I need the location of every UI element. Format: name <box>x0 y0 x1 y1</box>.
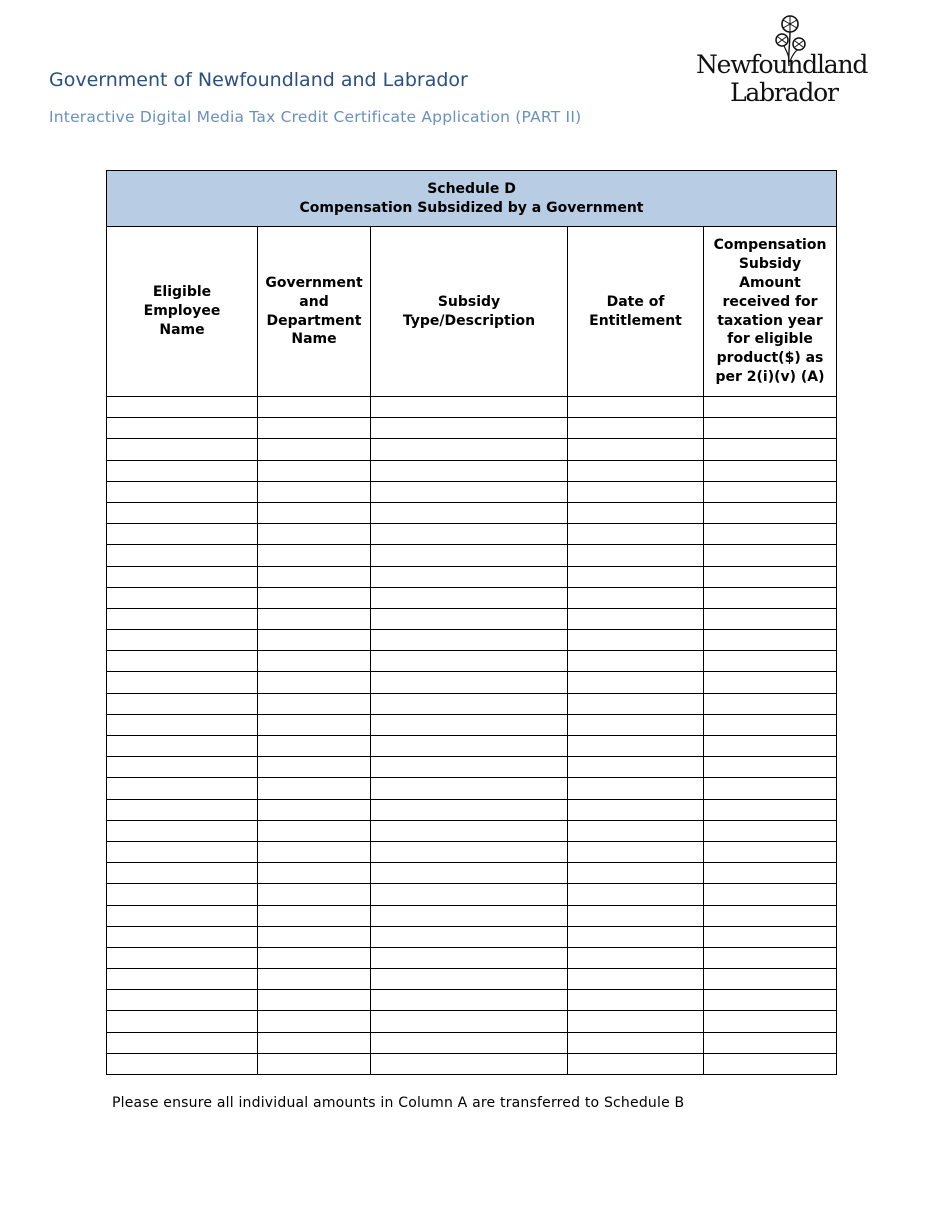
cell-subsidy-type[interactable] <box>371 651 568 672</box>
table-row <box>107 481 837 502</box>
logo-text-newfoundland: Newfoundland <box>696 50 868 79</box>
cell-government-department[interactable] <box>258 693 371 714</box>
cell-subsidy-type[interactable] <box>371 608 568 629</box>
table-row <box>107 460 837 481</box>
cell-date-of-entitlement[interactable] <box>568 757 704 778</box>
cell-employee-name[interactable] <box>107 545 258 566</box>
cell-compensation-amount[interactable] <box>704 863 837 884</box>
cell-compensation-amount[interactable] <box>704 460 837 481</box>
cell-compensation-amount[interactable] <box>704 1032 837 1053</box>
cell-employee-name[interactable] <box>107 969 258 990</box>
cell-subsidy-type[interactable] <box>371 460 568 481</box>
cell-date-of-entitlement[interactable] <box>568 884 704 905</box>
cell-subsidy-type[interactable] <box>371 1011 568 1032</box>
cell-government-department[interactable] <box>258 502 371 523</box>
cell-government-department[interactable] <box>258 1011 371 1032</box>
cell-date-of-entitlement[interactable] <box>568 630 704 651</box>
cell-compensation-amount[interactable] <box>704 799 837 820</box>
cell-government-department[interactable] <box>258 439 371 460</box>
cell-subsidy-type[interactable] <box>371 757 568 778</box>
cell-date-of-entitlement[interactable] <box>568 841 704 862</box>
cell-subsidy-type[interactable] <box>371 672 568 693</box>
cell-compensation-amount[interactable] <box>704 608 837 629</box>
cell-government-department[interactable] <box>258 905 371 926</box>
cell-subsidy-type[interactable] <box>371 502 568 523</box>
col-header-subsidy-type: Subsidy Type/Description <box>371 227 568 397</box>
cell-employee-name[interactable] <box>107 608 258 629</box>
cell-compensation-amount[interactable] <box>704 651 837 672</box>
cell-date-of-entitlement[interactable] <box>568 460 704 481</box>
cell-compensation-amount[interactable] <box>704 757 837 778</box>
cell-date-of-entitlement[interactable] <box>568 926 704 947</box>
cell-employee-name[interactable] <box>107 905 258 926</box>
table-row <box>107 799 837 820</box>
cell-compensation-amount[interactable] <box>704 736 837 757</box>
cell-subsidy-type[interactable] <box>371 863 568 884</box>
cell-subsidy-type[interactable] <box>371 926 568 947</box>
table-row <box>107 524 837 545</box>
cell-government-department[interactable] <box>258 545 371 566</box>
table-row <box>107 672 837 693</box>
cell-subsidy-type[interactable] <box>371 799 568 820</box>
table-row <box>107 757 837 778</box>
transfer-note: Please ensure all individual amounts in Column A are transferred to Schedule B <box>112 1095 685 1111</box>
cell-government-department[interactable] <box>258 820 371 841</box>
cell-government-department[interactable] <box>258 884 371 905</box>
cell-government-department[interactable] <box>258 524 371 545</box>
cell-date-of-entitlement[interactable] <box>568 990 704 1011</box>
cell-subsidy-type[interactable] <box>371 524 568 545</box>
cell-government-department[interactable] <box>258 863 371 884</box>
cell-subsidy-type[interactable] <box>371 736 568 757</box>
col-header-compensation-amount: Compensation Subsidy Amount received for taxation year for eligible product($) as per 2(i)(v) (A) <box>704 227 837 397</box>
cell-employee-name[interactable] <box>107 799 258 820</box>
cell-government-department[interactable] <box>258 1053 371 1074</box>
schedule-d-table <box>106 170 837 1075</box>
cell-employee-name[interactable] <box>107 566 258 587</box>
cell-compensation-amount[interactable] <box>704 905 837 926</box>
cell-government-department[interactable] <box>258 418 371 439</box>
cell-government-department[interactable] <box>258 778 371 799</box>
cell-date-of-entitlement[interactable] <box>568 1053 704 1074</box>
cell-compensation-amount[interactable] <box>704 439 837 460</box>
cell-date-of-entitlement[interactable] <box>568 566 704 587</box>
cell-employee-name[interactable] <box>107 651 258 672</box>
cell-government-department[interactable] <box>258 926 371 947</box>
cell-employee-name[interactable] <box>107 1032 258 1053</box>
cell-government-department[interactable] <box>258 714 371 735</box>
cell-compensation-amount[interactable] <box>704 481 837 502</box>
cell-date-of-entitlement[interactable] <box>568 672 704 693</box>
cell-government-department[interactable] <box>258 397 371 418</box>
cell-subsidy-type[interactable] <box>371 1053 568 1074</box>
cell-date-of-entitlement[interactable] <box>568 481 704 502</box>
cell-subsidy-type[interactable] <box>371 990 568 1011</box>
table-row <box>107 1011 837 1032</box>
cell-date-of-entitlement[interactable] <box>568 905 704 926</box>
cell-subsidy-type[interactable] <box>371 947 568 968</box>
cell-employee-name[interactable] <box>107 693 258 714</box>
cell-date-of-entitlement[interactable] <box>568 1011 704 1032</box>
cell-date-of-entitlement[interactable] <box>568 693 704 714</box>
cell-date-of-entitlement[interactable] <box>568 863 704 884</box>
table-row <box>107 545 837 566</box>
table-row <box>107 587 837 608</box>
cell-subsidy-type[interactable] <box>371 841 568 862</box>
cell-government-department[interactable] <box>258 566 371 587</box>
table-row <box>107 1032 837 1053</box>
cell-date-of-entitlement[interactable] <box>568 439 704 460</box>
cell-government-department[interactable] <box>258 651 371 672</box>
cell-compensation-amount[interactable] <box>704 820 837 841</box>
cell-employee-name[interactable] <box>107 1053 258 1074</box>
cell-employee-name[interactable] <box>107 1011 258 1032</box>
cell-employee-name[interactable] <box>107 460 258 481</box>
cell-employee-name[interactable] <box>107 778 258 799</box>
col-header-date-of-entitlement: Date of Entitlement <box>568 227 704 397</box>
cell-subsidy-type[interactable] <box>371 778 568 799</box>
cell-subsidy-type[interactable] <box>371 905 568 926</box>
cell-compensation-amount[interactable] <box>704 947 837 968</box>
cell-employee-name[interactable] <box>107 439 258 460</box>
cell-employee-name[interactable] <box>107 820 258 841</box>
cell-employee-name[interactable] <box>107 926 258 947</box>
cell-compensation-amount[interactable] <box>704 524 837 545</box>
cell-government-department[interactable] <box>258 736 371 757</box>
cell-employee-name[interactable] <box>107 757 258 778</box>
table-row <box>107 418 837 439</box>
cell-government-department[interactable] <box>258 672 371 693</box>
table-row <box>107 947 837 968</box>
cell-date-of-entitlement[interactable] <box>568 947 704 968</box>
cell-compensation-amount[interactable] <box>704 672 837 693</box>
cell-date-of-entitlement[interactable] <box>568 969 704 990</box>
cell-government-department[interactable] <box>258 757 371 778</box>
table-row <box>107 841 837 862</box>
cell-government-department[interactable] <box>258 947 371 968</box>
cell-date-of-entitlement[interactable] <box>568 524 704 545</box>
cell-employee-name[interactable] <box>107 672 258 693</box>
cell-compensation-amount[interactable] <box>704 502 837 523</box>
cell-subsidy-type[interactable] <box>371 714 568 735</box>
schedule-title: Schedule D <box>427 180 516 197</box>
cell-employee-name[interactable] <box>107 947 258 968</box>
table-row <box>107 969 837 990</box>
column-header-row <box>107 227 837 397</box>
table-row <box>107 608 837 629</box>
cell-date-of-entitlement[interactable] <box>568 799 704 820</box>
schedule-header <box>107 171 837 227</box>
cell-government-department[interactable] <box>258 990 371 1011</box>
cell-subsidy-type[interactable] <box>371 397 568 418</box>
cell-compensation-amount[interactable] <box>704 1011 837 1032</box>
cell-compensation-amount[interactable] <box>704 418 837 439</box>
table-row <box>107 566 837 587</box>
table-row <box>107 693 837 714</box>
cell-date-of-entitlement[interactable] <box>568 608 704 629</box>
cell-date-of-entitlement[interactable] <box>568 587 704 608</box>
cell-date-of-entitlement[interactable] <box>568 397 704 418</box>
cell-government-department[interactable] <box>258 460 371 481</box>
nl-logo <box>690 14 880 110</box>
cell-compensation-amount[interactable] <box>704 714 837 735</box>
table-row <box>107 736 837 757</box>
cell-compensation-amount[interactable] <box>704 630 837 651</box>
page-subtitle: Interactive Digital Media Tax Credit Certificate Application (PART II) <box>49 108 582 126</box>
cell-employee-name[interactable] <box>107 714 258 735</box>
cell-compensation-amount[interactable] <box>704 693 837 714</box>
cell-employee-name[interactable] <box>107 863 258 884</box>
cell-employee-name[interactable] <box>107 587 258 608</box>
cell-government-department[interactable] <box>258 481 371 502</box>
cell-compensation-amount[interactable] <box>704 778 837 799</box>
cell-compensation-amount[interactable] <box>704 545 837 566</box>
table-row <box>107 397 837 418</box>
table-row <box>107 1053 837 1074</box>
cell-subsidy-type[interactable] <box>371 566 568 587</box>
cell-date-of-entitlement[interactable] <box>568 418 704 439</box>
cell-subsidy-type[interactable] <box>371 1032 568 1053</box>
cell-employee-name[interactable] <box>107 990 258 1011</box>
cell-subsidy-type[interactable] <box>371 969 568 990</box>
schedule-body <box>107 397 837 1075</box>
cell-compensation-amount[interactable] <box>704 566 837 587</box>
table-row <box>107 884 837 905</box>
cell-subsidy-type[interactable] <box>371 820 568 841</box>
table-row <box>107 926 837 947</box>
cell-employee-name[interactable] <box>107 418 258 439</box>
cell-government-department[interactable] <box>258 630 371 651</box>
table-row <box>107 990 837 1011</box>
cell-employee-name[interactable] <box>107 524 258 545</box>
cell-date-of-entitlement[interactable] <box>568 502 704 523</box>
cell-date-of-entitlement[interactable] <box>568 651 704 672</box>
cell-subsidy-type[interactable] <box>371 693 568 714</box>
table-row <box>107 863 837 884</box>
cell-employee-name[interactable] <box>107 502 258 523</box>
cell-subsidy-type[interactable] <box>371 439 568 460</box>
cell-government-department[interactable] <box>258 841 371 862</box>
cell-date-of-entitlement[interactable] <box>568 714 704 735</box>
cell-subsidy-type[interactable] <box>371 630 568 651</box>
cell-compensation-amount[interactable] <box>704 990 837 1011</box>
cell-subsidy-type[interactable] <box>371 481 568 502</box>
table-row <box>107 714 837 735</box>
cell-government-department[interactable] <box>258 1032 371 1053</box>
cell-compensation-amount[interactable] <box>704 397 837 418</box>
cell-date-of-entitlement[interactable] <box>568 736 704 757</box>
cell-compensation-amount[interactable] <box>704 969 837 990</box>
table-row <box>107 905 837 926</box>
table-row <box>107 651 837 672</box>
schedule-subtitle: Compensation Subsidized by a Government <box>299 199 644 216</box>
cell-employee-name[interactable] <box>107 397 258 418</box>
cell-employee-name[interactable] <box>107 630 258 651</box>
cell-subsidy-type[interactable] <box>371 587 568 608</box>
cell-employee-name[interactable] <box>107 841 258 862</box>
cell-subsidy-type[interactable] <box>371 545 568 566</box>
table-row <box>107 820 837 841</box>
cell-government-department[interactable] <box>258 799 371 820</box>
table-row <box>107 439 837 460</box>
table-row <box>107 630 837 651</box>
cell-compensation-amount[interactable] <box>704 1053 837 1074</box>
table-row <box>107 778 837 799</box>
cell-subsidy-type[interactable] <box>371 884 568 905</box>
cell-government-department[interactable] <box>258 969 371 990</box>
col-header-employee-name: Eligible Employee Name <box>107 227 258 397</box>
schedule-header-row <box>107 171 837 227</box>
cell-employee-name[interactable] <box>107 736 258 757</box>
cell-subsidy-type[interactable] <box>371 418 568 439</box>
cell-government-department[interactable] <box>258 587 371 608</box>
cell-compensation-amount[interactable] <box>704 841 837 862</box>
table-row <box>107 502 837 523</box>
cell-date-of-entitlement[interactable] <box>568 1032 704 1053</box>
page-title: Government of Newfoundland and Labrador <box>49 69 468 91</box>
cell-date-of-entitlement[interactable] <box>568 545 704 566</box>
cell-compensation-amount[interactable] <box>704 587 837 608</box>
cell-date-of-entitlement[interactable] <box>568 820 704 841</box>
logo-text-labrador: Labrador <box>730 78 838 107</box>
cell-employee-name[interactable] <box>107 884 258 905</box>
cell-employee-name[interactable] <box>107 481 258 502</box>
cell-compensation-amount[interactable] <box>704 926 837 947</box>
cell-date-of-entitlement[interactable] <box>568 778 704 799</box>
cell-compensation-amount[interactable] <box>704 884 837 905</box>
cell-government-department[interactable] <box>258 608 371 629</box>
col-header-government-department: Government and Department Name <box>258 227 371 397</box>
